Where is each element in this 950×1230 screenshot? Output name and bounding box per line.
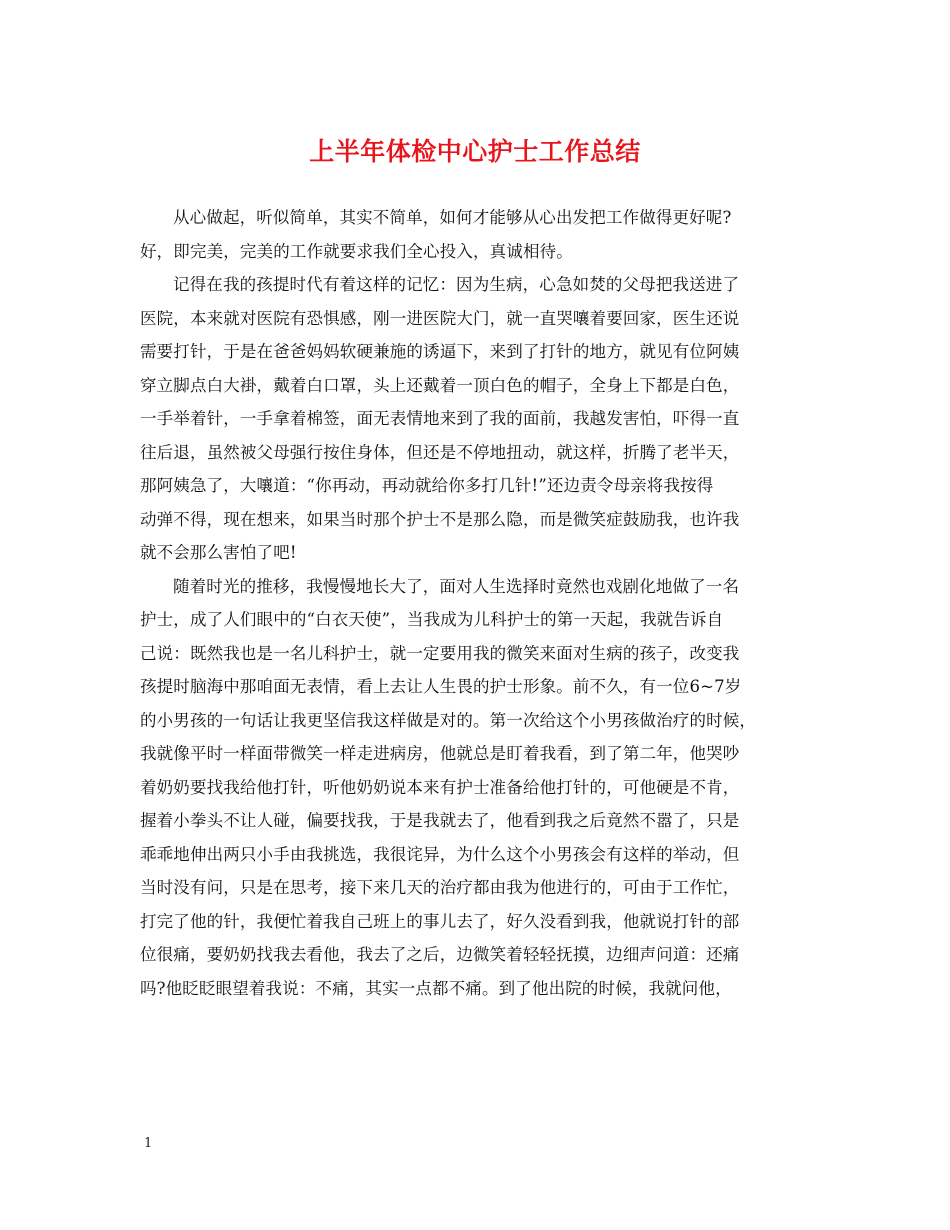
paragraph-line: 的小男孩的一句话让我更坚信我这样做是对的。第一次给这个小男孩做治疗的时候， xyxy=(140,710,757,730)
paragraph-line: 着奶奶要找我给他打针，听他奶奶说本来有护士准备给他打针的，可他硬是不肯， xyxy=(140,777,740,797)
paragraph-line: 一手举着针，一手拿着棉签，面无表情地来到了我的面前，我越发害怕，吓得一直 xyxy=(140,409,740,428)
paragraph-line: 吗?他眨眨眼望着我说：不痛，其实一点都不痛。到了他出院的时候，我就问他， xyxy=(140,978,732,998)
paragraph-line: 己说：既然我也是一名儿科护士，就一定要用我的微笑来面对生病的孩子，改变我 xyxy=(140,643,740,663)
paragraph-line: 我就像平时一样面带微笑一样走进病房，他就总是盯着我看，到了第二年，他哭吵 xyxy=(140,744,740,763)
paragraph-line: 护士，成了人们眼中的“白衣天使”，当我成为儿科护士的第一天起，我就告诉自 xyxy=(140,610,724,629)
paragraph-line: 穿立脚点白大褂，戴着白口罩，头上还戴着一顶白色的帽子，全身上下都是白色， xyxy=(140,375,740,395)
paragraph-line: 打完了他的针，我便忙着我自己班上的事儿去了，好久没看到我，他就说打针的部 xyxy=(140,911,740,931)
document-body xyxy=(140,201,820,1005)
paragraph-line: 当时没有问，只是在思考，接下来几天的治疗都由我为他进行的，可由于工作忙， xyxy=(140,878,740,897)
paragraph-line: 医院，本来就对医院有恐惧感，刚一进医院大门，就一直哭嚷着要回家，医生还说 xyxy=(140,308,740,328)
paragraph-line: 那阿姨急了，大嚷道：“你再动，再动就给你多打几针!”还边责令母亲将我按得 xyxy=(140,476,714,495)
document-title: 上半年体检中心护士工作总结 xyxy=(309,137,641,166)
paragraph-line: 就不会那么害怕了吧! xyxy=(140,543,297,562)
paragraph-line: 随着时光的推移，我慢慢地长大了，面对人生选择时竟然也戏剧化地做了一名 xyxy=(173,576,740,596)
paragraph-line: 握着小拳头不让人碰，偏要找我，于是我就去了，他看到我之后竟然不嚣了，只是 xyxy=(140,811,740,830)
paragraph-line: 动弹不得，现在想来，如果当时那个护士不是那么隐，而是微笑症鼓励我，也许我 xyxy=(140,509,740,529)
paragraph-line: 乖乖地伸出两只小手由我挑选，我很诧异，为什么这个小男孩会有这样的举动，但 xyxy=(140,844,740,864)
paragraph-line: 往后退，虽然被父母强行按住身体，但还是不停地扭动，就这样，折腾了老半天， xyxy=(140,442,740,462)
paragraph-line: 需要打针，于是在爸爸妈妈软硬兼施的诱逼下，来到了打针的地方，就见有位阿姨 xyxy=(140,342,740,361)
paragraph-line: 记得在我的孩提时代有着这样的记忆：因为生病，心急如焚的父母把我送进了 xyxy=(173,275,740,294)
paragraph-line: 孩提时脑海中那咱面无表情，看上去让人生畏的护士形象。前不久，有一位6~7岁 xyxy=(140,677,742,696)
paragraph-line: 好，即完美，完美的工作就要求我们全心投入，真诚相待。 xyxy=(140,241,573,261)
paragraph-line: 位很痛，要奶奶找我去看他，我去了之后，边微笑着轻轻抚摸，边细声问道：还痛 xyxy=(140,945,740,964)
page-number: 1 xyxy=(144,1136,153,1151)
paragraph-line: 从心做起，听似简单，其实不简单，如何才能够从心出发把工作做得更好呢? xyxy=(173,208,732,227)
